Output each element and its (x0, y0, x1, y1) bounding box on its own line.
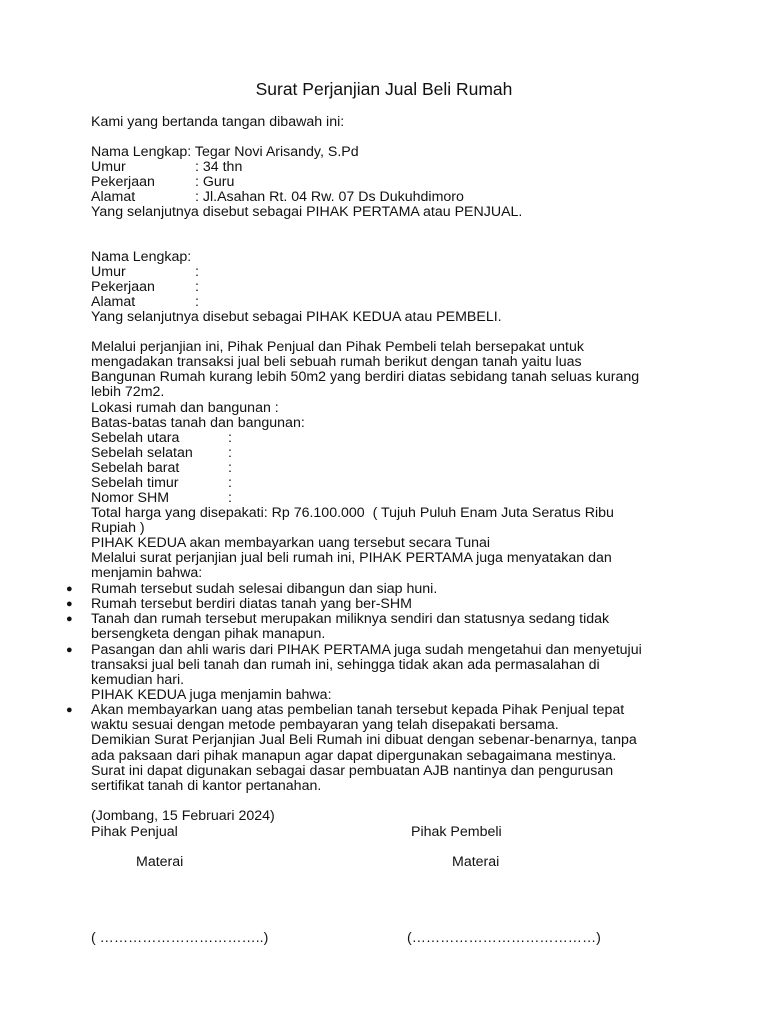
agreement-line: Bangunan Rumah kurang lebih 50m2 yang berdiri diatas sebidang tanah seluas kurang (91, 369, 640, 385)
document-title: Surat Perjanjian Jual Beli Rumah (255, 79, 513, 99)
boundary-value: : (228, 430, 232, 446)
price-line: Rupiah ) (91, 520, 145, 536)
party2-name-label: Nama Lengkap: (91, 249, 192, 265)
party1-job-value: : Guru (195, 174, 235, 190)
payment-text: PIHAK KEDUA akan membayarkan uang tersebut secara Tunai (91, 535, 491, 551)
boundary-value: : (228, 445, 232, 461)
bullet-icon: ● (66, 613, 73, 625)
boundary-row (91, 446, 232, 461)
party2-age-row (91, 265, 199, 280)
guarantee2-intro: PIHAK KEDUA juga menjamin bahwa: (91, 687, 332, 703)
bullet-icon: ● (66, 583, 73, 595)
party2-job-label: Pekerjaan (91, 279, 155, 295)
location-label: Lokasi rumah dan bangunan : (91, 400, 279, 416)
party1-name-label: Nama Lengkap (91, 144, 188, 160)
bullet-icon: ● (66, 644, 73, 656)
bullet-item-line: bersengketa dengan pihak manapun. (91, 626, 326, 642)
seller-signature-line: ( ……………………………..) (91, 930, 269, 946)
bullet-item-line: Akan membayarkan uang atas pembelian tanah tersebut kepada Pihak Penjual tepat (91, 702, 625, 718)
guarantee-intro-line: Melalui surat perjanjian jual beli rumah ini, PIHAK PERTAMA juga menyatakan dan (91, 550, 612, 566)
boundary-value: : (228, 475, 232, 491)
party1-age-value: : 34 thn (195, 159, 243, 175)
boundary-label: Nomor SHM (91, 490, 170, 506)
closing-line: Surat ini dapat digunakan sebagai dasar pembuatan AJB nantinya dan pengurusan (91, 763, 614, 779)
bullet-icon: ● (66, 704, 73, 716)
agreement-line: Melalui perjanjian ini, Pihak Penjual dan Pihak Pembeli telah bersepakat untuk (91, 339, 584, 355)
boundary-value: : (228, 490, 232, 506)
party1-address-row (91, 190, 464, 205)
party2-job-row (91, 280, 199, 295)
price-line: Total harga yang disepakati: Rp 76.100.000 ( Tujuh Puluh Enam Juta Seratus Ribu (91, 505, 614, 521)
bullet-item-line: Rumah tersebut sudah selesai dibangun dan siap huni. (91, 581, 438, 597)
party2-address-value: : (195, 294, 199, 310)
bullet-item-line: waktu sesuai dengan metode pembayaran yang telah disepakati bersama. (91, 717, 559, 733)
boundary-value: : (228, 460, 232, 476)
bullet-icon: ● (66, 598, 73, 610)
seller-label: Pihak Penjual (91, 824, 178, 840)
boundary-label: Sebelah selatan (91, 445, 193, 461)
guarantee-intro-line: menjamin bahwa: (91, 565, 203, 581)
boundary-row (91, 431, 232, 446)
party1-age-row (91, 160, 242, 175)
closing-line: Demikian Surat Perjanjian Jual Beli Rumah ini dibuat dengan sebenar-benarnya, tanpa (91, 732, 637, 748)
boundary-row (91, 461, 232, 476)
party1-name-row (91, 145, 359, 160)
buyer-stamp-label: Materai (452, 854, 500, 870)
bullet-item-line: kemudian hari. (91, 672, 185, 688)
boundary-label: Sebelah utara (91, 430, 180, 446)
party1-job-row (91, 175, 234, 190)
bullet-item-line: Pasangan dan ahli waris dari PIHAK PERTAMA juga sudah mengetahui dan menyetujui (91, 642, 642, 658)
party2-address-row (91, 295, 199, 310)
closing-line: ada paksaan dari pihak manapun agar dapat dipergunakan sebagaimana mestinya. (91, 748, 617, 764)
party2-designation: Yang selanjutnya disebut sebagai PIHAK KEDUA atau PEMBELI. (91, 309, 502, 325)
party1-age-label: Umur (91, 159, 126, 175)
party2-job-value: : (195, 279, 199, 295)
boundary-label: Sebelah barat (91, 460, 180, 476)
party1-name-value: : Tegar Novi Arisandy, S.Pd (187, 144, 359, 160)
bullet-item-line: transaksi jual beli tanah dan rumah ini, sehingga tidak akan ada permasalahan di (91, 657, 600, 673)
party1-job-label: Pekerjaan (91, 174, 155, 190)
boundary-row (91, 491, 232, 506)
boundary-row (91, 476, 232, 491)
party2-address-label: Alamat (91, 294, 136, 310)
party1-designation: Yang selanjutnya disebut sebagai PIHAK PERTAMA atau PENJUAL. (91, 204, 523, 220)
agreement-line: mengadakan transaksi jual beli sebuah rumah berikut dengan tanah yaitu luas (91, 354, 582, 370)
party1-address-label: Alamat (91, 189, 136, 205)
party1-address-value: : Jl.Asahan Rt. 04 Rw. 07 Ds Dukuhdimoro (195, 189, 464, 205)
party2-age-label: Umur (91, 264, 126, 280)
closing-line: sertifikat tanah di kantor pertanahan. (91, 778, 322, 794)
boundaries-title: Batas-batas tanah dan bangunan: (91, 415, 305, 431)
place-date: (Jombang, 15 Februari 2024) (91, 808, 275, 824)
seller-stamp-label: Materai (136, 854, 184, 870)
intro-text: Kami yang bertanda tangan dibawah ini: (91, 114, 345, 130)
bullet-item-line: Rumah tersebut berdiri diatas tanah yang ber-SHM (91, 596, 412, 612)
boundary-label: Sebelah timur (91, 475, 179, 491)
agreement-line: lebih 72m2. (91, 384, 165, 400)
buyer-label: Pihak Pembeli (411, 824, 502, 840)
party2-age-value: : (195, 264, 199, 280)
buyer-signature-line: (…………………………………) (407, 930, 601, 946)
bullet-item-line: Tanah dan rumah tersebut merupakan miliknya sendiri dan statusnya sedang tidak (91, 611, 610, 627)
